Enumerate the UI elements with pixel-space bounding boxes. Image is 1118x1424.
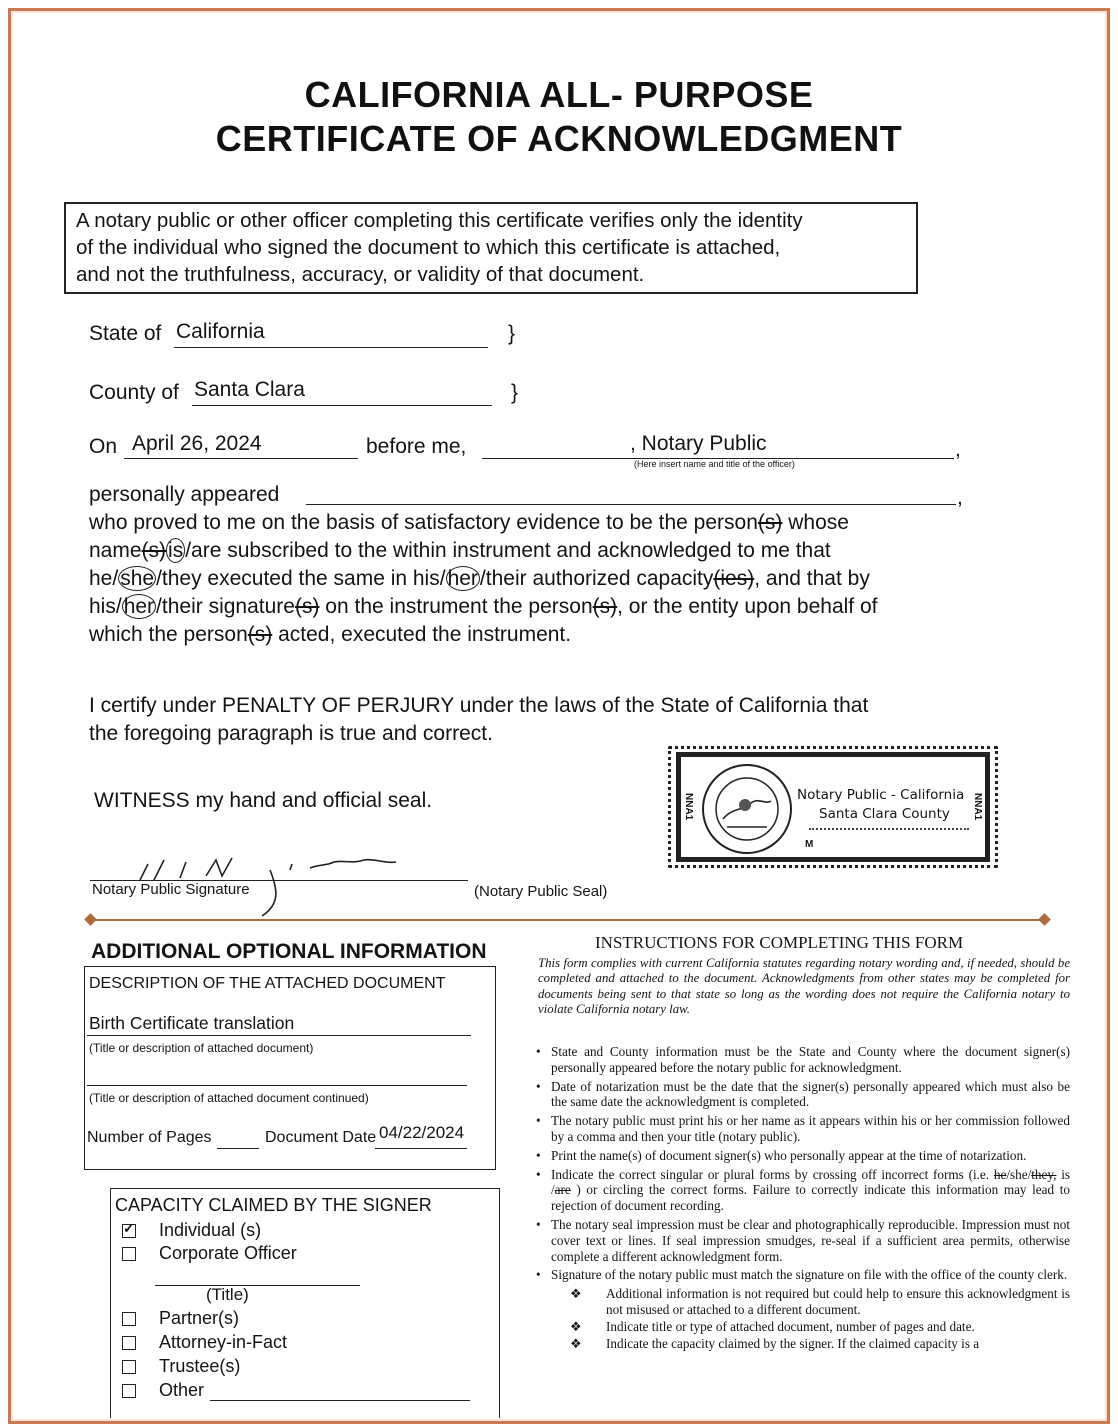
struck-text: he <box>993 1166 1007 1182</box>
doc-title-hint: (Title or description of attached document) <box>89 1041 314 1055</box>
body-text: /they executed the same in his/ <box>156 567 446 590</box>
notice-line-3: and not the truthfulness, accuracy, or validity of that document. <box>76 263 645 286</box>
instruction-item <box>536 1217 1070 1264</box>
other-field[interactable] <box>210 1380 470 1401</box>
notice-line-1: A notary public or other officer completing this certificate verifies only the identity <box>76 209 803 232</box>
capacity-label: Trustee(s) <box>159 1356 241 1376</box>
signer-name-field[interactable] <box>306 480 956 505</box>
notary-seal <box>676 752 990 862</box>
instruction-item <box>536 1267 1070 1283</box>
additional-heading: ADDITIONAL OPTIONAL INFORMATION <box>91 940 487 963</box>
attorney-checkbox[interactable] <box>122 1336 136 1350</box>
struck-text: (s) <box>247 623 273 646</box>
officer-field[interactable] <box>482 432 954 459</box>
instruction-item <box>536 1044 1070 1076</box>
circled-text: is <box>168 539 184 562</box>
instruction-text: Date of notarization must be the date that the signer(s) personally appeared which must also be the same date the acknowledgment is completed. <box>551 1078 1070 1110</box>
attached-document-box <box>84 966 496 1170</box>
instruction-text: State and County information must be the State and County where the document signer(s) personally appeared before the notary public for acknowledgment. <box>551 1044 1070 1075</box>
seal-line-1: Notary Public - California <box>797 787 965 803</box>
instruction-text: Signature of the notary public must match the signature on file with the office of the county clerk. <box>551 1267 1068 1283</box>
individual-checkbox[interactable] <box>122 1220 136 1238</box>
county-field[interactable] <box>192 378 492 406</box>
sub-bullet: ❖ <box>570 1318 582 1334</box>
instruction-text: The notary seal impression must be clear and photographically reproducible. Impression must not cover text or lines. If seal impression smudges, re-seal if a sufficient area permits, otherwise complete a different acknowledgment form. <box>551 1216 1070 1264</box>
check-icon: ✓ <box>123 1220 135 1237</box>
appeared-label: personally appeared <box>89 483 280 506</box>
capacity-item-trustee[interactable] <box>122 1356 240 1377</box>
county-value: Santa Clara <box>194 378 305 401</box>
struck-text: (s) <box>592 595 618 618</box>
officer-title-field[interactable] <box>155 1265 360 1286</box>
seal-commission-line <box>809 828 969 830</box>
struck-text: they, <box>1031 1166 1057 1182</box>
body-text: his/ <box>89 595 122 618</box>
body-line-5 <box>89 621 989 649</box>
instruction-text: Indicate title or type of attached document, number of pages and date. <box>606 1318 975 1334</box>
county-brace: } <box>511 381 519 404</box>
partner-checkbox[interactable] <box>122 1312 136 1326</box>
circled-text: her <box>447 567 478 590</box>
instruction-item <box>536 1113 1070 1145</box>
body-line-1 <box>89 509 989 537</box>
bullet: • <box>536 1147 541 1163</box>
instruction-subitem <box>536 1336 1070 1352</box>
officer-title: , Notary Public <box>630 432 767 455</box>
signature-label: Notary Public Signature <box>92 881 250 898</box>
instruction-subitem <box>536 1286 1070 1318</box>
seal-label: (Notary Public Seal) <box>474 883 608 900</box>
capacity-heading: CAPACITY CLAIMED BY THE SIGNER <box>115 1195 432 1215</box>
before-me-label: before me, <box>366 435 467 458</box>
corporate-officer-checkbox[interactable] <box>122 1247 136 1261</box>
seal-line-2: Santa Clara County <box>819 806 950 822</box>
doc-title-field[interactable] <box>87 1011 471 1036</box>
notice-box <box>64 202 918 294</box>
instruction-text: The notary public must print his or her name as it appears within his or her commission followed by a comma and then your title (notary public). <box>551 1113 1070 1144</box>
body-text: on the instrument the person <box>319 595 593 618</box>
capacity-label: Other <box>159 1380 205 1400</box>
text: Indicate the correct singular or plural forms by crossing off incorrect forms (i.e. <box>551 1166 990 1182</box>
instruction-item <box>536 1148 1070 1164</box>
instruction-item <box>536 1167 1070 1214</box>
on-label: On <box>89 435 118 458</box>
body-text: who proved to me on the basis of satisfactory evidence to be the person <box>89 511 758 534</box>
capacity-label: Corporate Officer <box>159 1243 297 1263</box>
capacity-item-individual[interactable] <box>122 1220 261 1241</box>
bullet: • <box>536 1113 541 1129</box>
body-text: he/ <box>89 567 119 590</box>
state-value: California <box>176 320 265 343</box>
doc-date-label: Document Date <box>265 1129 377 1146</box>
date-field[interactable] <box>124 432 358 459</box>
sub-bullet: ❖ <box>570 1335 582 1351</box>
body-text: /their authorized capacity <box>479 567 714 590</box>
instruction-text: Print the name(s) of document signer(s) who personally appear at the time of notarization. <box>551 1147 1027 1163</box>
trustee-checkbox[interactable] <box>122 1360 136 1374</box>
body-text: acted, executed the instrument. <box>272 623 572 646</box>
capacity-item-other[interactable] <box>122 1380 204 1401</box>
bullet: • <box>536 1078 541 1094</box>
body-line-4 <box>89 593 989 621</box>
body-line-3 <box>89 565 989 593</box>
seal-mark: M <box>805 839 814 850</box>
struck-text: are <box>554 1182 571 1198</box>
instruction-text: Additional information is not required but could help to ensure this acknowledgment is not misused or attached to a different document. <box>606 1286 1070 1317</box>
body-text: , or the entity upon behalf of <box>617 595 878 618</box>
seal-side-code-right: NNA1 <box>972 793 983 821</box>
capacity-item-attorney[interactable] <box>122 1332 287 1353</box>
instructions-heading: INSTRUCTIONS FOR COMPLETING THIS FORM <box>595 933 964 952</box>
desc-heading: DESCRIPTION OF THE ATTACHED DOCUMENT <box>89 975 446 992</box>
bullet: • <box>536 1166 541 1182</box>
body-line-2 <box>89 537 989 565</box>
seal-side-code-left: NNA1 <box>683 793 694 821</box>
other-checkbox[interactable] <box>122 1384 136 1398</box>
state-field[interactable] <box>174 320 488 348</box>
bullet: • <box>536 1267 541 1283</box>
doc-date-value: 04/22/2024 <box>379 1123 465 1142</box>
capacity-item-partner[interactable] <box>122 1308 239 1329</box>
instruction-text <box>551 1167 1070 1214</box>
bullet: • <box>536 1044 541 1059</box>
doc-date-field[interactable] <box>375 1123 467 1149</box>
acknowledgment-paragraph <box>89 509 989 649</box>
on-line-comma: , <box>955 438 961 461</box>
body-text: /their signature <box>156 595 295 618</box>
instructions-intro: This form complies with current California statutes regarding notary wording and, if needed, should be completed and attached to the document. Acknowledgments from other states may be completed for documents being sent to that state so long as the wording does not require the California notary to violate California notary law. <box>538 956 1070 1017</box>
notice-line-2: of the individual who signed the document to which this certificate is attached, <box>76 236 781 259</box>
doc-title-cont-hint: (Title or description of attached document continued) <box>89 1091 369 1105</box>
certify-line-2: the foregoing paragraph is true and correct. <box>89 722 493 745</box>
text: is / <box>551 1166 1071 1198</box>
struck-text: (s) <box>294 595 320 618</box>
state-label: State of <box>89 322 162 345</box>
body-text: /are subscribed to the within instrument and acknowledged to me that <box>185 539 831 562</box>
text: ) or circling the correct forms. Failure to correctly indicate this information may lead to rejection of document recording. <box>551 1182 1070 1214</box>
state-brace: } <box>508 322 516 345</box>
witness-text: WITNESS my hand and official seal. <box>94 789 433 812</box>
doc-title-value: Birth Certificate translation <box>89 1013 295 1033</box>
instruction-subitem <box>536 1319 1070 1335</box>
struck-text: (s) <box>141 539 167 562</box>
officer-title-hint: (Title) <box>206 1285 249 1304</box>
county-label: County of <box>89 381 179 404</box>
doc-title-cont-field[interactable] <box>87 1063 467 1086</box>
certify-line-1: I certify under PENALTY OF PERJURY under the laws of the State of California that <box>89 694 869 717</box>
instruction-item <box>536 1079 1070 1111</box>
appeared-comma: , <box>957 486 963 509</box>
signature-line[interactable] <box>90 858 468 881</box>
perjury-statement <box>89 692 989 748</box>
body-text: name <box>89 539 142 562</box>
text: /she/ <box>1006 1166 1032 1182</box>
body-text: which the person <box>89 623 248 646</box>
title-line-2: CERTIFICATE OF ACKNOWLEDGMENT <box>215 118 903 159</box>
circled-text: her <box>123 595 155 618</box>
body-text: whose <box>782 511 849 534</box>
date-value: April 26, 2024 <box>132 432 262 455</box>
bullet: • <box>536 1216 541 1232</box>
great-seal-icon <box>699 761 795 857</box>
capacity-label: Individual (s) <box>159 1220 262 1240</box>
title-line-1: CALIFORNIA ALL- PURPOSE <box>304 74 814 115</box>
body-text: , and that by <box>754 567 870 590</box>
pages-field[interactable] <box>217 1129 259 1149</box>
pages-label: Number of Pages <box>87 1129 212 1146</box>
section-divider <box>90 919 1045 921</box>
struck-text: (ies) <box>713 567 755 590</box>
capacity-item-corporate-officer[interactable] <box>122 1243 297 1264</box>
instruction-text: Indicate the capacity claimed by the signer. If the claimed capacity is a <box>606 1335 980 1351</box>
officer-hint: (Here insert name and title of the officer) <box>634 459 795 469</box>
circled-text: she <box>120 567 155 590</box>
instructions-list <box>536 1044 1070 1351</box>
struck-text: (s) <box>757 511 783 534</box>
capacity-label: Partner(s) <box>159 1308 240 1328</box>
capacity-label: Attorney-in-Fact <box>159 1332 288 1352</box>
sub-bullet: ❖ <box>570 1286 582 1302</box>
